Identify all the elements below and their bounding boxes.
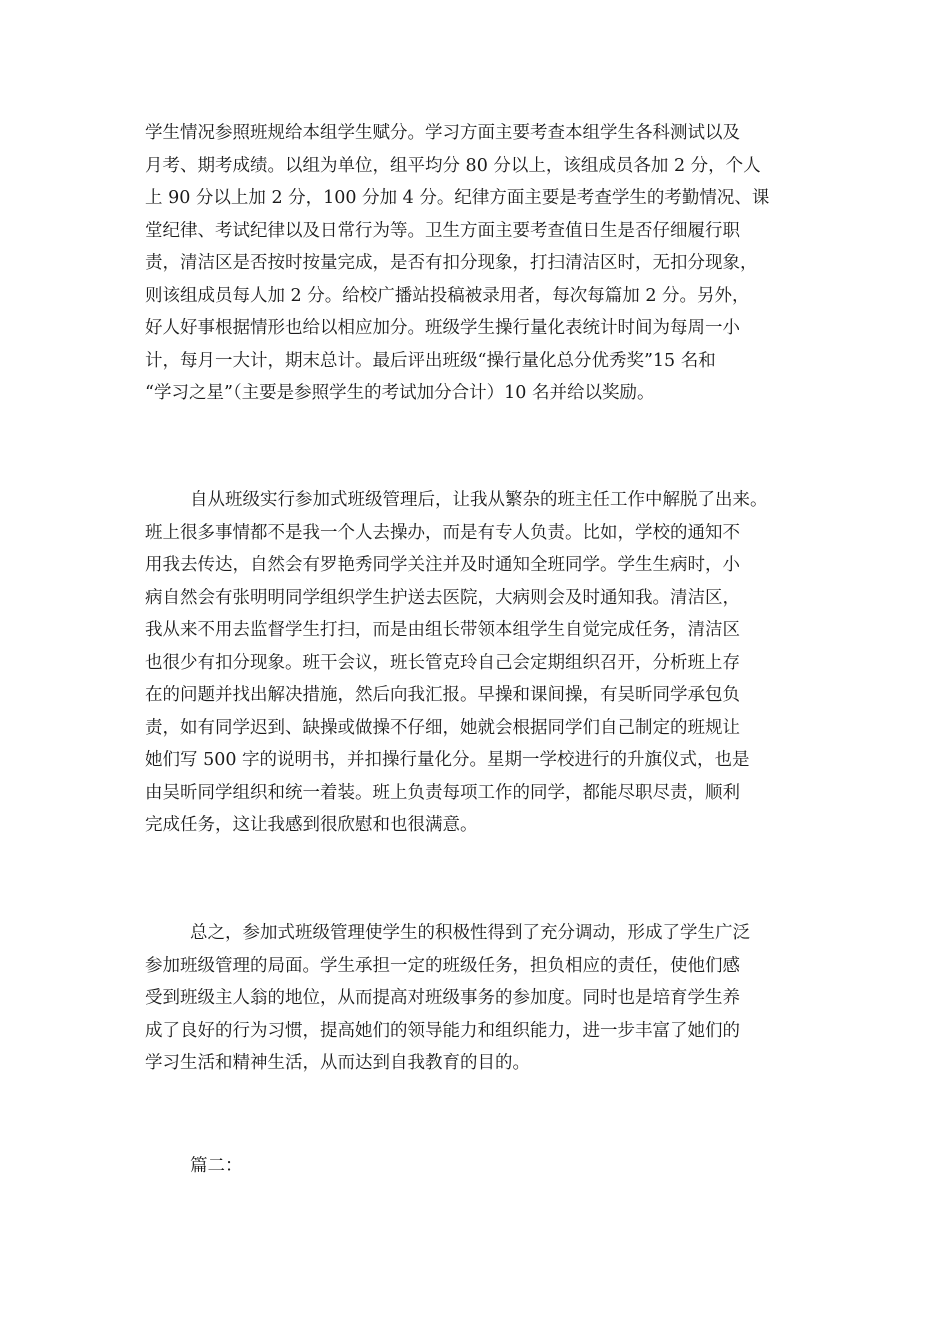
paragraph-class-management	[145, 484, 825, 842]
text-line: 堂纪律、考试纪律以及日常行为等。卫生方面主要考查值日生是否仔细履行职	[145, 220, 740, 241]
text-line: 在的问题并找出解决措施，然后向我汇报。早操和课间操，有吴昕同学承包负	[145, 685, 740, 705]
text-line: 由吴昕同学组织和统一着装。班上负责每项工作的同学，都能尽职尽责，顺利	[145, 782, 740, 803]
paragraph-scoring-rules	[145, 117, 825, 410]
section-heading	[145, 1150, 825, 1183]
text-line: 我从来不用去监督学生打扫，而是由组长带领本组学生自觉完成任务，清洁区	[145, 620, 740, 640]
text-line: 上 90 分以上加 2 分，100 分加 4 分。纪律方面主要是考查学生的考勤情况、课	[145, 188, 770, 208]
text-line: 月考、期考成绩。以组为单位，组平均分 80 分以上，该组成员各加 2 分，个人	[145, 155, 761, 176]
text-line: 学习生活和精神生活，从而达到自我教育的目的。	[145, 1053, 530, 1073]
text-line: 完成任务，这让我感到很欣慰和也很满意。	[145, 815, 478, 835]
text-line: 责，如有同学迟到、缺操或做操不仔细，她就会根据同学们自己制定的班规让	[145, 717, 740, 738]
text-line: 责，清洁区是否按时按量完成，是否有扣分现象，打扫清洁区时，无扣分现象，	[145, 253, 758, 273]
section-title: 篇二：	[190, 1156, 243, 1176]
text-line: 受到班级主人翁的地位，从而提高对班级事务的参加度。同时也是培育学生养	[145, 988, 740, 1008]
paragraph-conclusion	[145, 917, 825, 1080]
text-line: 也很少有扣分现象。班干会议，班长管克玲自己会定期组织召开，分析班上存	[145, 652, 740, 673]
text-line: 成了良好的行为习惯，提高她们的领导能力和组织能力，进一步丰富了她们的	[145, 1020, 740, 1041]
text-line: 班上很多事情都不是我一个人去操办，而是有专人负责。比如，学校的通知不	[145, 522, 740, 543]
text-line: 计，每月一大计，期末总计。最后评出班级“操行量化总分优秀奖”15 名和	[145, 350, 716, 371]
text-line: 参加班级管理的局面。学生承担一定的班级任务，担负相应的责任，使他们感	[145, 955, 740, 976]
text-line: 她们写 500 字的说明书，并扣操行量化分。星期一学校进行的升旗仪式，也是	[145, 750, 750, 770]
text-line: 自从班级实行参加式班级管理后，让我从繁杂的班主任工作中解脱了出来。	[190, 490, 768, 510]
text-line: 学生情况参照班规给本组学生赋分。学习方面主要考查本组学生各科测试以及	[145, 123, 740, 143]
text-line: 病自然会有张明明同学组织学生护送去医院，大病则会及时通知我。清洁区，	[145, 587, 740, 608]
text-line: 则该组成员每人加 2 分。给校广播站投稿被录用者，每次每篇加 2 分。另外，	[145, 285, 750, 306]
text-line: 用我去传达，自然会有罗艳秀同学关注并及时通知全班同学。学生生病时，小	[145, 555, 740, 575]
text-line: 好人好事根据情形也给以相应加分。班级学生操行量化表统计时间为每周一小	[145, 318, 740, 338]
text-line: 总之，参加式班级管理使学生的积极性得到了充分调动，形成了学生广泛	[190, 923, 750, 943]
text-line: “学习之星”（主要是参照学生的考试加分合计）10 名并给以奖励。	[145, 383, 655, 403]
